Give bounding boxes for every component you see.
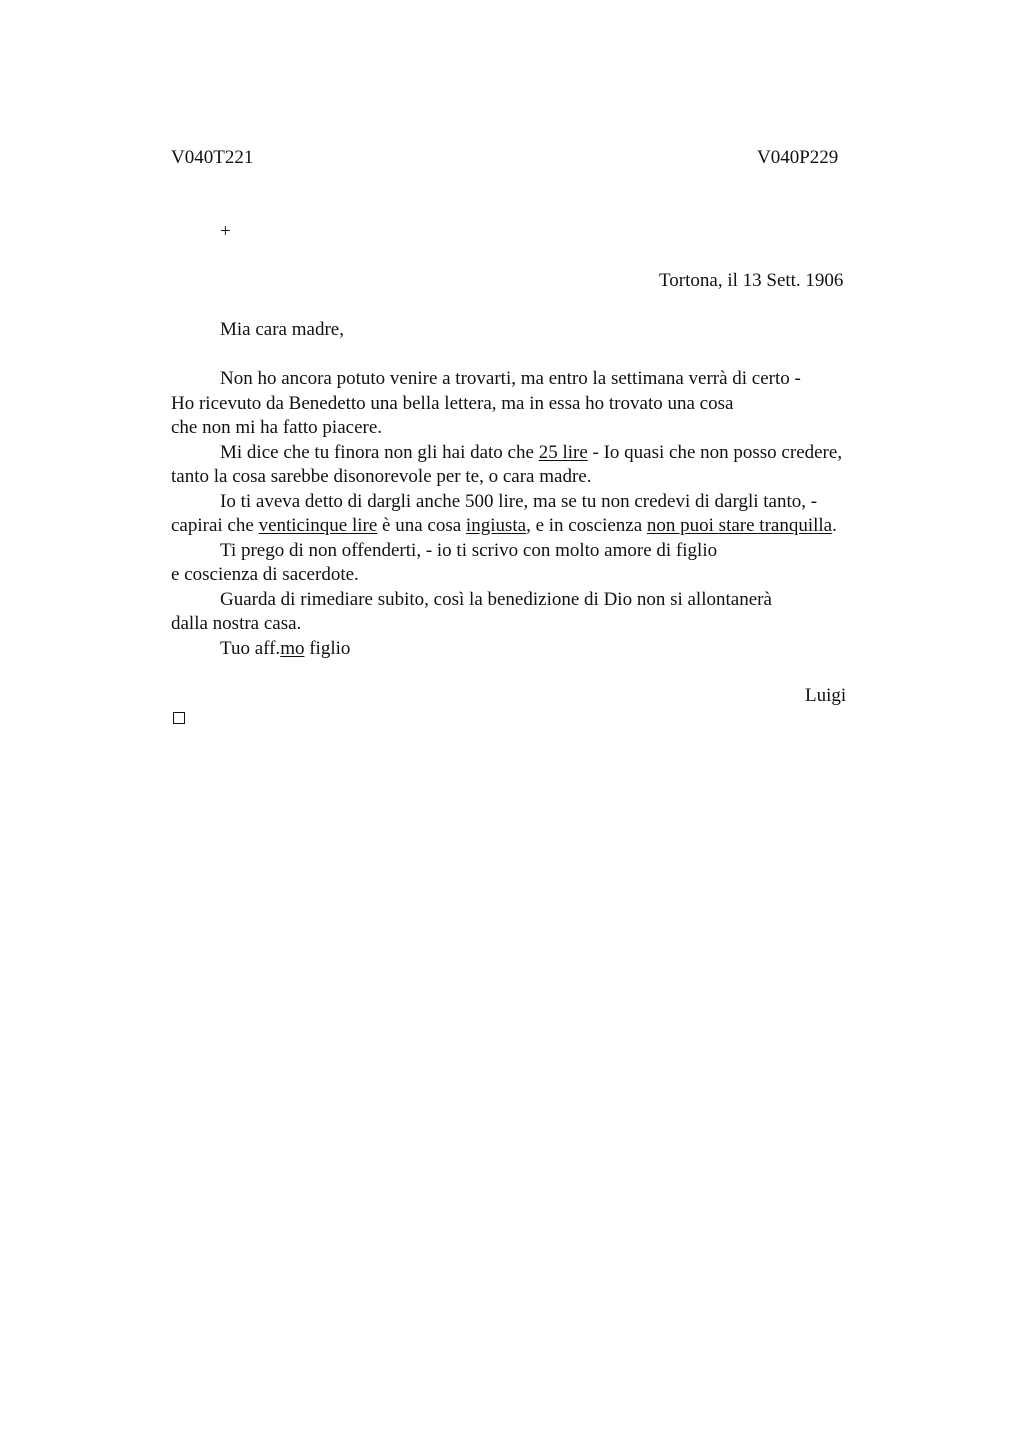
body-text: . <box>832 515 837 536</box>
body-line <box>171 441 931 466</box>
letter-salutation: Mia cara madre, <box>220 319 344 340</box>
closing-line <box>171 637 931 662</box>
body-line: Ho ricevuto da Benedetto una bella lettera, ma in essa ho trovato una cosa <box>171 392 734 414</box>
letter-signature: Luigi <box>805 685 847 706</box>
body-line: Guarda di rimediare subito, così la benedizione di Dio non si allontanerà <box>220 588 772 610</box>
letter-dateline: Tortona, il 13 Sett. 1906 <box>659 270 844 291</box>
body-text: - Io quasi che non posso credere, <box>587 441 843 463</box>
body-text: capirai che <box>171 515 259 536</box>
end-marker-box <box>173 712 185 724</box>
body-line: Io ti aveva detto di dargli anche 500 lire, ma se tu non credevi di dargli tanto, - <box>220 490 818 512</box>
body-line: dalla nostra casa. <box>171 613 302 634</box>
body-line <box>171 514 931 539</box>
body-text: figlio <box>304 637 351 659</box>
letter-body <box>171 367 931 661</box>
underlined-amount: 25 lire <box>538 441 588 463</box>
cross-symbol: + <box>220 221 231 242</box>
body-text: Mi dice che tu finora non gli hai dato che <box>220 441 539 463</box>
underlined-phrase: ingiusta <box>465 515 527 536</box>
body-text: Tuo aff. <box>220 637 281 659</box>
underlined-abbreviation: mo <box>280 637 305 659</box>
underlined-phrase: venticinque lire <box>258 515 378 536</box>
body-text: , e in coscienza <box>526 515 647 536</box>
reference-code-left: V040T221 <box>171 147 254 168</box>
reference-code-right: V040P229 <box>757 147 839 168</box>
body-line: e coscienza di sacerdote. <box>171 564 359 585</box>
body-line: Non ho ancora potuto venire a trovarti, ma entro la settimana verrà di certo - <box>220 368 801 389</box>
body-line: che non mi ha fatto piacere. <box>171 417 383 438</box>
underlined-phrase: non puoi stare tranquilla <box>646 515 833 536</box>
body-line: Ti prego di non offenderti, - io ti scrivo con molto amore di figlio <box>220 539 718 561</box>
body-text: è una cosa <box>377 515 466 536</box>
body-line: tanto la cosa sarebbe disonorevole per te, o cara madre. <box>171 466 592 487</box>
